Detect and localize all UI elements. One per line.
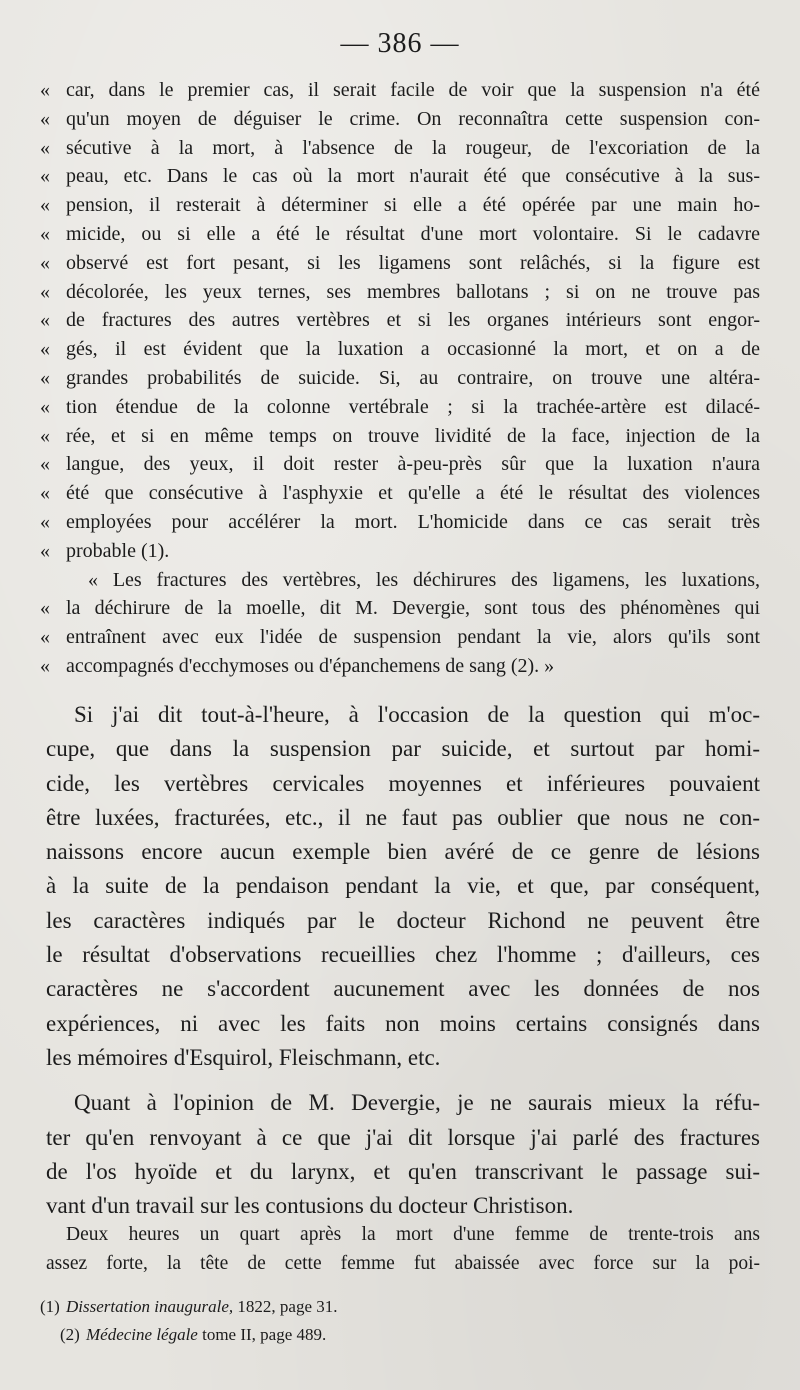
quote-mark: « (40, 539, 50, 562)
quote-line-text: gés, il est évident que la luxation a occasionné la mort, et on a de (66, 338, 760, 361)
quote-line (40, 335, 760, 364)
text-line: être luxées, fracturées, etc., il ne faut pas oublier que nous ne con- (46, 804, 760, 830)
text-line: les mémoires d'Esquirol, Fleischmann, etc. (46, 1044, 441, 1070)
footnote-reference: tome II, page 489. (197, 1325, 327, 1344)
quote-mark: « (40, 222, 50, 245)
text-line: assez forte, la tête de cette femme fut abaissée avec force sur la poi- (46, 1253, 760, 1274)
quote-line-text: sécutive à la mort, à l'absence de la rougeur, de l'excoriation de la (66, 136, 760, 159)
quote-line-text: tion étendue de la colonne vertébrale ; si la trachée-artère est dilacé- (66, 395, 760, 418)
quote-mark: « (40, 626, 50, 649)
text-line: cupe, que dans la suspension par suicide, et surtout par homi- (46, 736, 760, 762)
quote-line-text: accompagnés d'ecchymoses ou d'épanchemens de sang (2). » (66, 654, 555, 677)
quote-line-text: langue, des yeux, il doit rester à-peu-près sûr que la luxation n'aura (66, 453, 760, 476)
quote-line-text: probable (1). (66, 539, 170, 562)
quote-line-text: employées pour accélérer la mort. L'homicide dans ce cas serait très (66, 510, 760, 533)
quote-line (40, 652, 760, 681)
quote-mark: « (40, 165, 50, 188)
quote-mark: « (40, 280, 50, 303)
text-line: les caractères indiqués par le docteur Richond ne peuvent être (46, 907, 760, 933)
quote-mark: « (40, 453, 50, 476)
footnote-number: (1) (40, 1297, 60, 1316)
quote-line-text: été que consécutive à l'asphyxie et qu'elle a été le résultat des violences (66, 482, 760, 505)
quote-line (40, 220, 760, 249)
quote-line (40, 566, 760, 595)
quote-mark: « (40, 338, 50, 361)
quote-mark: « (40, 309, 50, 332)
footnotes (40, 1293, 760, 1349)
paragraph-1 (46, 698, 760, 1075)
text-line: Deux heures un quart après la mort d'une femme de trente-trois ans (66, 1224, 760, 1245)
quote-line (40, 306, 760, 335)
quote-line (40, 422, 760, 451)
quote-line (40, 134, 760, 163)
text-line: cide, les vertèbres cervicales moyennes et inférieures pouvaient (46, 770, 760, 796)
quote-mark: « (40, 510, 50, 533)
text-line: Quant à l'opinion de M. Devergie, je ne saurais mieux la réfu- (74, 1090, 760, 1116)
quote-line-text: observé est fort pesant, si les ligamens sont relâchés, si la figure est (66, 251, 760, 274)
quote-line (40, 508, 760, 537)
quote-line (40, 105, 760, 134)
quote-mark: « (40, 79, 50, 101)
quote-mark (40, 566, 66, 595)
quote-mark: « (40, 424, 50, 447)
text-line: Si j'ai dit tout-à-l'heure, à l'occasion de la question qui m'oc- (74, 702, 760, 727)
quote-mark: « (40, 251, 50, 274)
quote-mark: « (40, 482, 50, 505)
text-line: caractères ne s'accordent aucunement avec les données de nos (46, 976, 760, 1002)
quote-mark: « (40, 107, 50, 130)
quote-line-text: qu'un moyen de déguiser le crime. On reconnaîtra cette suspension con- (66, 107, 760, 130)
quote-line (40, 450, 760, 479)
quote-line-text: grandes probabilités de suicide. Si, au contraire, on trouve une altéra- (66, 366, 760, 389)
quote-line (40, 278, 760, 307)
quoted-passage (40, 76, 760, 681)
quote-line-text: entraînent avec eux l'idée de suspension pendant la vie, alors qu'ils sont (66, 626, 760, 649)
page-number: — 386 — (340, 28, 460, 59)
quote-line (40, 393, 760, 422)
quote-mark: « (40, 136, 50, 159)
text-line: le résultat d'observations recueillies chez l'homme ; d'ailleurs, ces (46, 942, 760, 968)
quote-line-text: rée, et si en même temps on trouve lividité de la face, injection de la (66, 424, 760, 447)
quote-line-text: peau, etc. Dans le cas où la mort n'aurait été que consécutive à la sus- (66, 165, 760, 188)
text-line: naissons encore aucun exemple bien avéré de ce genre de lésions (46, 839, 760, 865)
quote-mark: « (40, 395, 50, 418)
quote-line (40, 623, 760, 652)
quote-mark: « (40, 366, 50, 389)
footnote-2 (40, 1321, 760, 1349)
paragraph-2 (46, 1086, 760, 1223)
footnote-reference: 1822, page 31. (233, 1297, 338, 1316)
text-line: expériences, ni avec les faits non moins certains consignés dans (46, 1010, 760, 1036)
text-line: à la suite de la pendaison pendant la vie, et que, par conséquent, (46, 873, 760, 899)
footnote-title: Médecine légale (86, 1325, 198, 1344)
quote-line (40, 479, 760, 508)
quote-mark: « (40, 654, 50, 677)
footnote-number: (2) (60, 1325, 80, 1344)
quote-line-text: la déchirure de la moelle, dit M. Devergie, sont tous des phénomènes qui (66, 597, 760, 620)
text-line: de l'os hyoïde et du larynx, et qu'en transcrivant le passage sui- (46, 1158, 760, 1184)
quote-line (40, 76, 760, 105)
footnote-1 (40, 1293, 760, 1321)
quote-line-text: de fractures des autres vertèbres et si les organes intérieurs sont engor- (66, 309, 760, 332)
quote-line-text: pension, il resterait à déterminer si elle a été opérée par une main ho- (66, 194, 760, 217)
quote-line (40, 594, 760, 623)
quote-line (40, 537, 760, 566)
quote-line-text: car, dans le premier cas, il serait facile de voir que la suspension n'a été (66, 79, 760, 101)
quote-line-text: micide, ou si elle a été le résultat d'une mort volontaire. Si le cadavre (66, 222, 760, 245)
text-line: vant d'un travail sur les contusions du docteur Christison. (46, 1193, 574, 1219)
body-text (46, 698, 760, 1223)
quote-line-text: « Les fractures des vertèbres, les déchirures des ligamens, les luxations, (88, 568, 760, 591)
quote-mark: « (40, 597, 50, 620)
quote-line (40, 162, 760, 191)
quote-line (40, 364, 760, 393)
footnote-title: Dissertation inaugurale, (66, 1297, 234, 1316)
quote-line (40, 249, 760, 278)
case-description (46, 1220, 760, 1278)
quote-mark: « (40, 194, 50, 217)
quote-line (40, 191, 760, 220)
quote-line-text: décolorée, les yeux ternes, ses membres ballotans ; si on ne trouve pas (66, 280, 760, 303)
text-line: ter qu'en renvoyant à ce que j'ai dit lorsque j'ai parlé des fractures (46, 1124, 760, 1150)
